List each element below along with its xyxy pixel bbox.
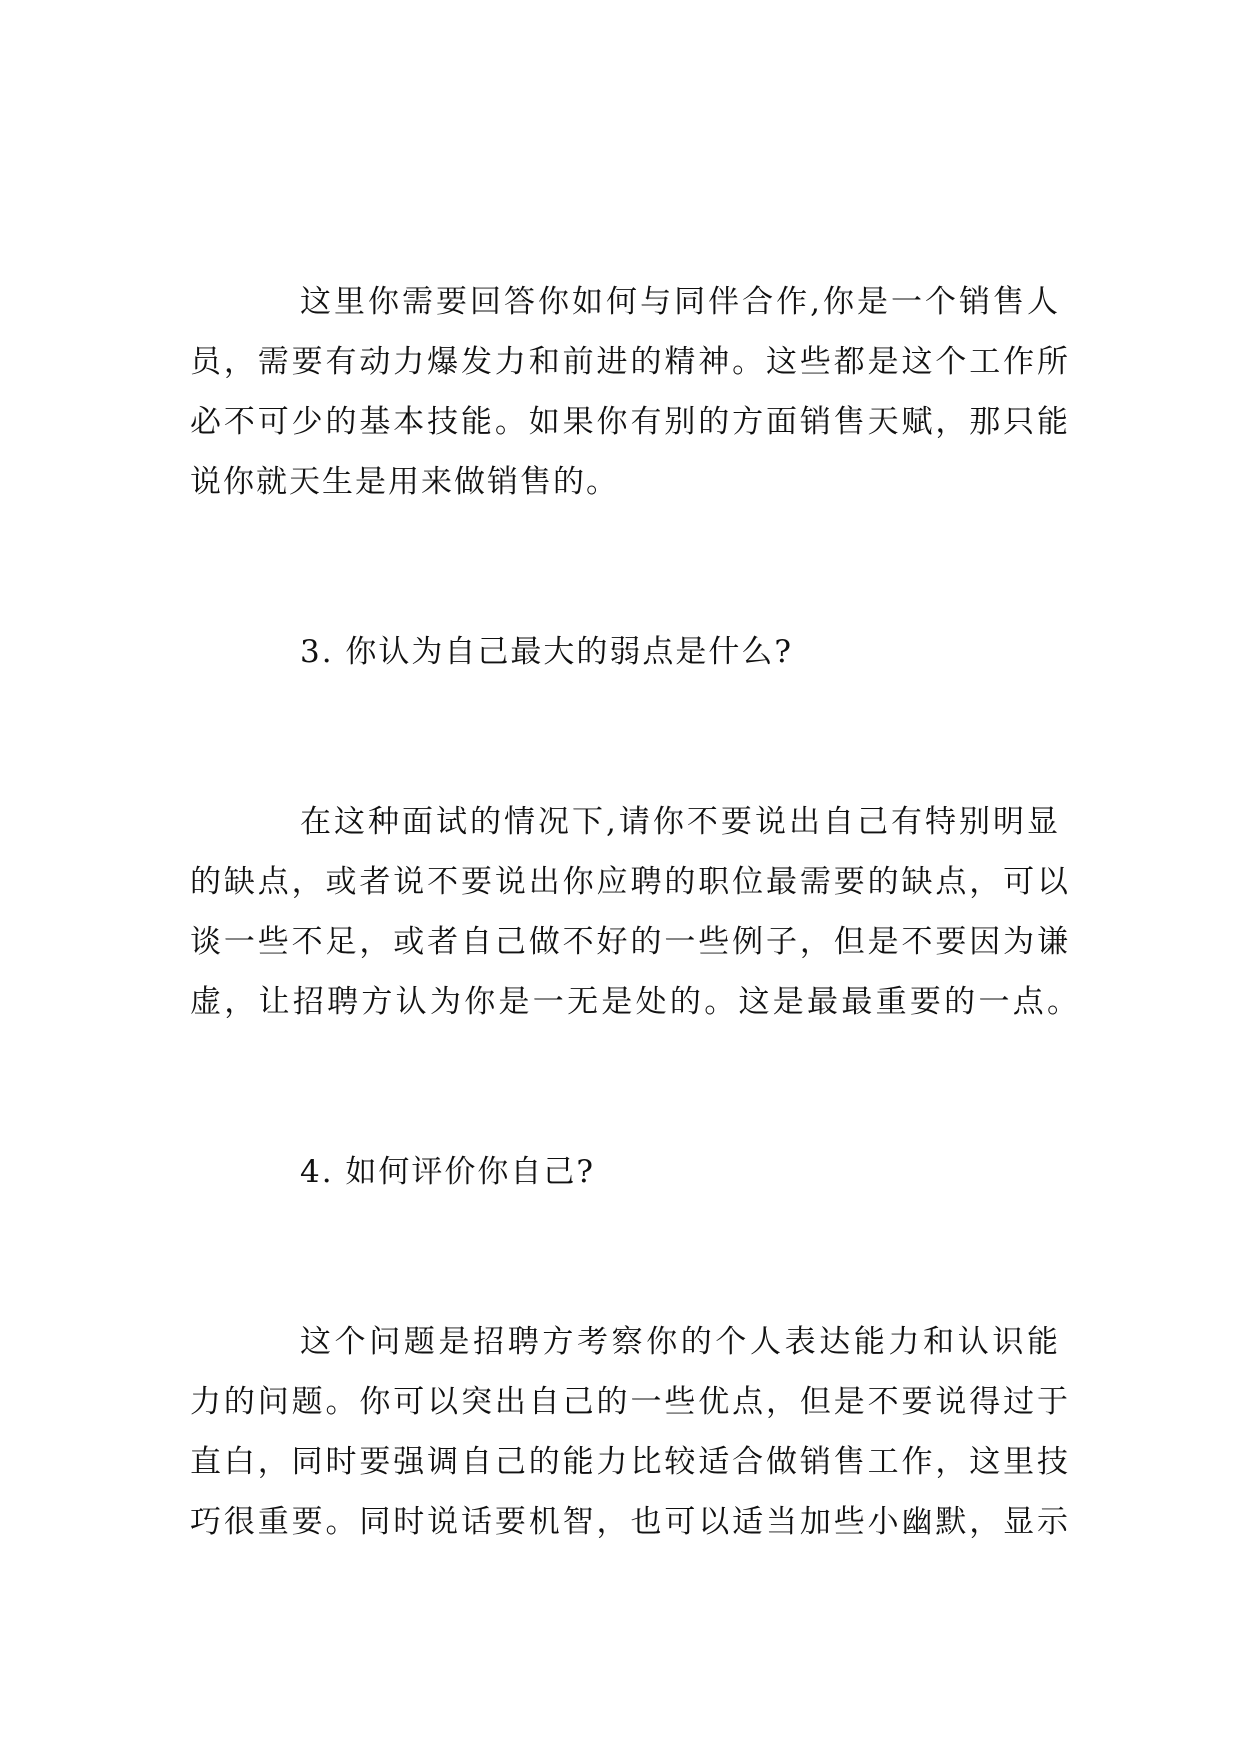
paragraph-line: 这个问题是招聘方考察你的个人表达能力和认识能 (300, 1324, 1060, 1360)
question-heading-4: 4. 如何评价你自己? (300, 1154, 596, 1190)
paragraph-line: 这里你需要回答你如何与同伴合作,你是一个销售人 (300, 284, 1060, 320)
paragraph-line: 谈一些不足，或者自己做不好的一些例子，但是不要因为谦 (190, 924, 1070, 960)
paragraph-line: 力的问题。你可以突出自己的一些优点，但是不要说得过于 (190, 1384, 1070, 1420)
paragraph-line: 必不可少的基本技能。如果你有别的方面销售天赋，那只能 (190, 404, 1070, 440)
paragraph-line: 的缺点，或者说不要说出你应聘的职位最需要的缺点，可以 (190, 864, 1070, 900)
paragraph-line: 在这种面试的情况下,请你不要说出自己有特别明显 (300, 804, 1060, 840)
paragraph-line: 说你就天生是用来做销售的。 (190, 464, 619, 500)
question-heading-3: 3. 你认为自己最大的弱点是什么? (300, 634, 794, 670)
paragraph-line: 巧很重要。同时说话要机智，也可以适当加些小幽默，显示 (190, 1504, 1070, 1540)
paragraph-line: 员，需要有动力爆发力和前进的精神。这些都是这个工作所 (190, 344, 1070, 380)
paragraph-line: 虚，让招聘方认为你是一无是处的。这是最最重要的一点。 (190, 984, 1080, 1020)
paragraph-line: 直白，同时要强调自己的能力比较适合做销售工作，这里技 (190, 1444, 1070, 1480)
